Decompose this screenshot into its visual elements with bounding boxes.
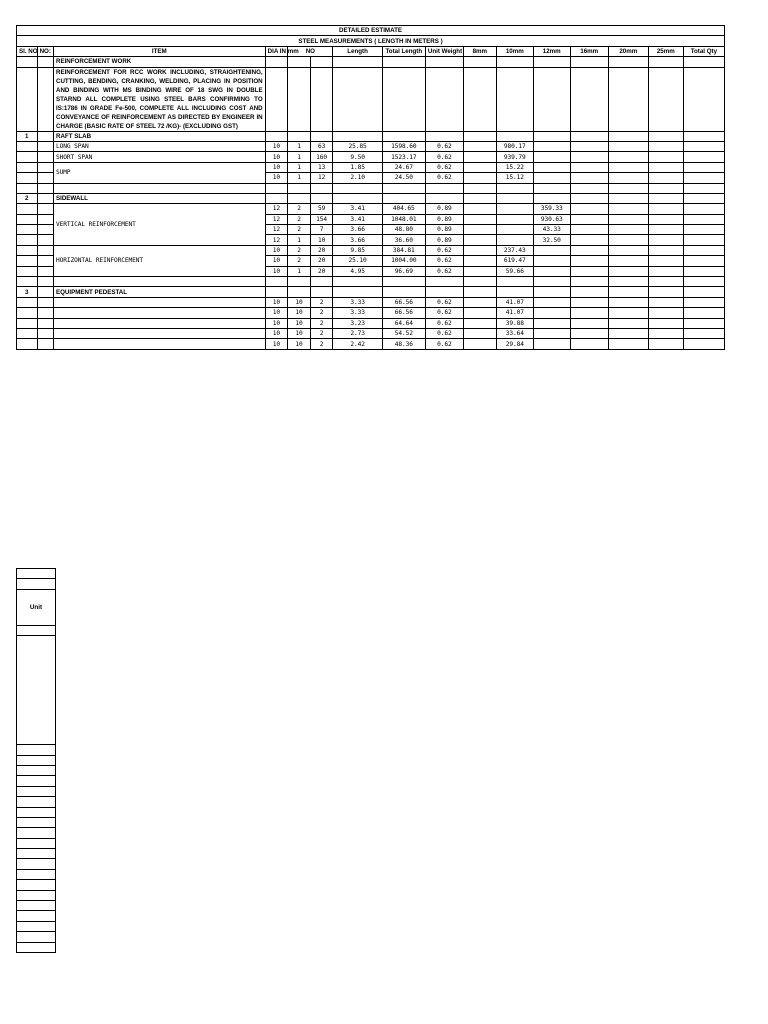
cell-n1: 2 bbox=[288, 245, 311, 255]
cell-10mm: 939.79 bbox=[496, 152, 533, 162]
section-row bbox=[17, 193, 725, 203]
cell-n1: 2 bbox=[288, 225, 311, 235]
cell-length: 3.66 bbox=[333, 235, 382, 245]
cell-total: 66.56 bbox=[382, 297, 425, 307]
cell-n1: 1 bbox=[288, 235, 311, 245]
cell-n2: 2 bbox=[310, 339, 333, 349]
cell-n2: 20 bbox=[310, 245, 333, 255]
cell-uw: 0.89 bbox=[425, 225, 463, 235]
cell-dia: 10 bbox=[265, 308, 288, 318]
cell-length: 3.66 bbox=[333, 225, 382, 235]
cell-dia: 10 bbox=[265, 245, 288, 255]
cell-total: 1523.17 bbox=[382, 152, 425, 162]
spacer-row bbox=[17, 277, 725, 287]
header-12mm: 12mm bbox=[533, 46, 570, 56]
cell-n1: 2 bbox=[288, 256, 311, 266]
cell-uw: 0.62 bbox=[425, 328, 463, 338]
cell-12mm: 43.33 bbox=[533, 225, 570, 235]
table-row bbox=[17, 141, 725, 151]
cell-12mm: 359.33 bbox=[533, 204, 570, 214]
cell-n1: 10 bbox=[288, 318, 311, 328]
description-row bbox=[17, 67, 725, 131]
cell-10mm: 980.17 bbox=[496, 141, 533, 151]
cell-total: 96.69 bbox=[382, 266, 425, 276]
header-total-qty: Total Qty bbox=[683, 46, 724, 56]
header-dia: DIA IN mm bbox=[265, 46, 288, 56]
cell-uw: 0.62 bbox=[425, 141, 463, 151]
cell-length: 3.33 bbox=[333, 308, 382, 318]
cell-length: 3.33 bbox=[333, 297, 382, 307]
cell-length: 3.41 bbox=[333, 204, 382, 214]
section-row bbox=[17, 287, 725, 297]
cell-12mm: 32.50 bbox=[533, 235, 570, 245]
cell-dia: 10 bbox=[265, 318, 288, 328]
cell-10mm: 237.43 bbox=[496, 245, 533, 255]
cell-12mm bbox=[533, 339, 570, 349]
header-8mm: 8mm bbox=[463, 46, 496, 56]
cell-10mm: 41.07 bbox=[496, 308, 533, 318]
cell-dia: 10 bbox=[265, 152, 288, 162]
cell-12mm bbox=[533, 162, 570, 172]
header-no: NO bbox=[288, 46, 333, 56]
item-label: SUMP bbox=[53, 162, 265, 183]
header-length: Length bbox=[333, 46, 382, 56]
cell-n2: 59 bbox=[310, 204, 333, 214]
cell-uw: 0.89 bbox=[425, 214, 463, 224]
cell-total: 384.81 bbox=[382, 245, 425, 255]
cell-10mm: 41.07 bbox=[496, 297, 533, 307]
header-total-length: Total Length bbox=[382, 46, 425, 56]
cell-uw: 0.62 bbox=[425, 152, 463, 162]
cell-10mm: 33.64 bbox=[496, 328, 533, 338]
cell-total: 48.36 bbox=[382, 339, 425, 349]
cell-n2: 2 bbox=[310, 308, 333, 318]
estimate-table bbox=[16, 25, 725, 350]
cell-12mm: 930.63 bbox=[533, 214, 570, 224]
cell-n1: 10 bbox=[288, 339, 311, 349]
work-title: REINFORCEMENT WORK bbox=[53, 57, 265, 67]
cell-dia: 12 bbox=[265, 204, 288, 214]
table-row bbox=[17, 339, 725, 349]
cell-uw: 0.89 bbox=[425, 204, 463, 214]
cell-n2: 20 bbox=[310, 256, 333, 266]
cell-n1: 1 bbox=[288, 173, 311, 183]
work-description: REINFORCEMENT FOR RCC WORK INCLUDING, STRAIGHTENING, CUTTING, BENDING, CRANKING, WELDING, PLACING IN POSITION AND BINDING WITH MS BINDING WIRE OF 18 SWG IN DOUBLE STARND ALL COMPLETE USING STEEL BARS CONFIRMING TO IS:1786 IN GRADE Fe-500, COMPLETE ALL INCLUDING COST AND CONVEYANCE OF REINFORCEMENT AS DIRECTED BY ENGINEER IN CHARGE (BASIC RATE OF STEEL 72 /KG)- (EXCLUDING GST) bbox=[53, 67, 265, 131]
cell-12mm bbox=[533, 328, 570, 338]
cell-n1: 2 bbox=[288, 214, 311, 224]
cell-12mm bbox=[533, 308, 570, 318]
estimate-sheet bbox=[16, 25, 725, 350]
cell-length: 3.23 bbox=[333, 318, 382, 328]
cell-total: 404.65 bbox=[382, 204, 425, 214]
section-sl: 2 bbox=[17, 193, 38, 203]
cell-uw: 0.62 bbox=[425, 245, 463, 255]
cell-n1: 10 bbox=[288, 308, 311, 318]
cell-dia: 10 bbox=[265, 339, 288, 349]
header-no-colon: NO: bbox=[37, 46, 53, 56]
cell-length: 2.42 bbox=[333, 339, 382, 349]
section-title: SIDEWALL bbox=[53, 193, 265, 203]
cell-dia: 10 bbox=[265, 256, 288, 266]
section-sl: 1 bbox=[17, 131, 38, 141]
page-title: DETAILED ESTIMATE bbox=[17, 26, 725, 36]
header-item: ITEM bbox=[53, 46, 265, 56]
cell-n1: 2 bbox=[288, 204, 311, 214]
cell-dia: 10 bbox=[265, 162, 288, 172]
table-row bbox=[17, 245, 725, 255]
spacer-row bbox=[17, 183, 725, 193]
cell-length: 2.73 bbox=[333, 328, 382, 338]
cell-length: 25.10 bbox=[333, 256, 382, 266]
cell-n2: 20 bbox=[310, 266, 333, 276]
cell-length: 9.50 bbox=[333, 152, 382, 162]
cell-uw: 0.62 bbox=[425, 266, 463, 276]
cell-dia: 10 bbox=[265, 141, 288, 151]
header-20mm: 20mm bbox=[608, 46, 648, 56]
cell-n2: 7 bbox=[310, 225, 333, 235]
table-row bbox=[17, 308, 725, 318]
cell-10mm bbox=[496, 214, 533, 224]
cell-12mm bbox=[533, 256, 570, 266]
side-table bbox=[16, 568, 56, 953]
cell-uw: 0.62 bbox=[425, 308, 463, 318]
unit-label: Unit bbox=[17, 589, 56, 625]
cell-total: 1598.60 bbox=[382, 141, 425, 151]
header-sl-no: Sl. NO bbox=[17, 46, 38, 56]
cell-length: 25.85 bbox=[333, 141, 382, 151]
cell-n2: 12 bbox=[310, 173, 333, 183]
cell-dia: 12 bbox=[265, 214, 288, 224]
cell-10mm: 59.66 bbox=[496, 266, 533, 276]
cell-12mm bbox=[533, 141, 570, 151]
cell-dia: 10 bbox=[265, 328, 288, 338]
cell-total: 64.64 bbox=[382, 318, 425, 328]
subtitle-row bbox=[17, 36, 725, 46]
cell-10mm: 39.88 bbox=[496, 318, 533, 328]
cell-length: 9.85 bbox=[333, 245, 382, 255]
table-row bbox=[17, 152, 725, 162]
cell-dia: 12 bbox=[265, 225, 288, 235]
cell-length: 3.41 bbox=[333, 214, 382, 224]
header-unit-weight: Unit Weight bbox=[425, 46, 463, 56]
cell-length: 2.10 bbox=[333, 173, 382, 183]
cell-n2: 2 bbox=[310, 297, 333, 307]
header-10mm: 10mm bbox=[496, 46, 533, 56]
item-label: LONG SPAN bbox=[53, 141, 265, 151]
cell-12mm bbox=[533, 173, 570, 183]
cell-dia: 12 bbox=[265, 235, 288, 245]
cell-12mm bbox=[533, 245, 570, 255]
cell-10mm: 15.12 bbox=[496, 173, 533, 183]
cell-total: 1048.01 bbox=[382, 214, 425, 224]
cell-uw: 0.62 bbox=[425, 339, 463, 349]
cell-uw: 0.62 bbox=[425, 318, 463, 328]
item-label: SHORT SPAN bbox=[53, 152, 265, 162]
side-panel bbox=[16, 568, 56, 953]
cell-total: 48.80 bbox=[382, 225, 425, 235]
cell-n2: 13 bbox=[310, 162, 333, 172]
cell-12mm bbox=[533, 266, 570, 276]
cell-10mm bbox=[496, 235, 533, 245]
cell-n2: 2 bbox=[310, 318, 333, 328]
cell-total: 54.52 bbox=[382, 328, 425, 338]
section-title: RAFT SLAB bbox=[53, 131, 265, 141]
section-row bbox=[17, 131, 725, 141]
cell-10mm: 619.47 bbox=[496, 256, 533, 266]
cell-10mm bbox=[496, 225, 533, 235]
cell-uw: 0.62 bbox=[425, 297, 463, 307]
cell-length: 4.95 bbox=[333, 266, 382, 276]
table-row bbox=[17, 162, 725, 172]
cell-dia: 10 bbox=[265, 266, 288, 276]
cell-n1: 10 bbox=[288, 297, 311, 307]
cell-total: 24.67 bbox=[382, 162, 425, 172]
section-sl: 3 bbox=[17, 287, 38, 297]
page-subtitle: STEEL MEASUREMENTS ( LENGTH IN METERS ) bbox=[17, 36, 725, 46]
header-25mm: 25mm bbox=[648, 46, 683, 56]
cell-n1: 1 bbox=[288, 152, 311, 162]
cell-total: 24.50 bbox=[382, 173, 425, 183]
table-row bbox=[17, 204, 725, 214]
cell-10mm: 15.22 bbox=[496, 162, 533, 172]
cell-n2: 10 bbox=[310, 235, 333, 245]
item-label: HORIZONTAL REINFORCEMENT bbox=[53, 245, 265, 276]
cell-12mm bbox=[533, 152, 570, 162]
work-title-row bbox=[17, 57, 725, 67]
cell-n2: 63 bbox=[310, 141, 333, 151]
cell-uw: 0.62 bbox=[425, 256, 463, 266]
header-16mm: 16mm bbox=[570, 46, 608, 56]
cell-uw: 0.62 bbox=[425, 162, 463, 172]
item-label: VERTICAL REINFORCEMENT bbox=[53, 204, 265, 246]
cell-dia: 10 bbox=[265, 297, 288, 307]
cell-length: 1.85 bbox=[333, 162, 382, 172]
cell-dia: 10 bbox=[265, 173, 288, 183]
cell-n1: 1 bbox=[288, 141, 311, 151]
cell-n1: 1 bbox=[288, 266, 311, 276]
cell-10mm: 29.84 bbox=[496, 339, 533, 349]
cell-12mm bbox=[533, 318, 570, 328]
title-row bbox=[17, 26, 725, 36]
cell-uw: 0.89 bbox=[425, 235, 463, 245]
cell-total: 36.60 bbox=[382, 235, 425, 245]
table-row bbox=[17, 318, 725, 328]
cell-n1: 10 bbox=[288, 328, 311, 338]
cell-total: 66.56 bbox=[382, 308, 425, 318]
table-row bbox=[17, 297, 725, 307]
table-row bbox=[17, 328, 725, 338]
cell-12mm bbox=[533, 297, 570, 307]
cell-10mm bbox=[496, 204, 533, 214]
cell-total: 1004.00 bbox=[382, 256, 425, 266]
cell-n1: 1 bbox=[288, 162, 311, 172]
cell-n2: 154 bbox=[310, 214, 333, 224]
header-row bbox=[17, 46, 725, 56]
cell-uw: 0.62 bbox=[425, 173, 463, 183]
section-title: EQUIPMENT PEDESTAL bbox=[53, 287, 265, 297]
cell-n2: 160 bbox=[310, 152, 333, 162]
cell-n2: 2 bbox=[310, 328, 333, 338]
